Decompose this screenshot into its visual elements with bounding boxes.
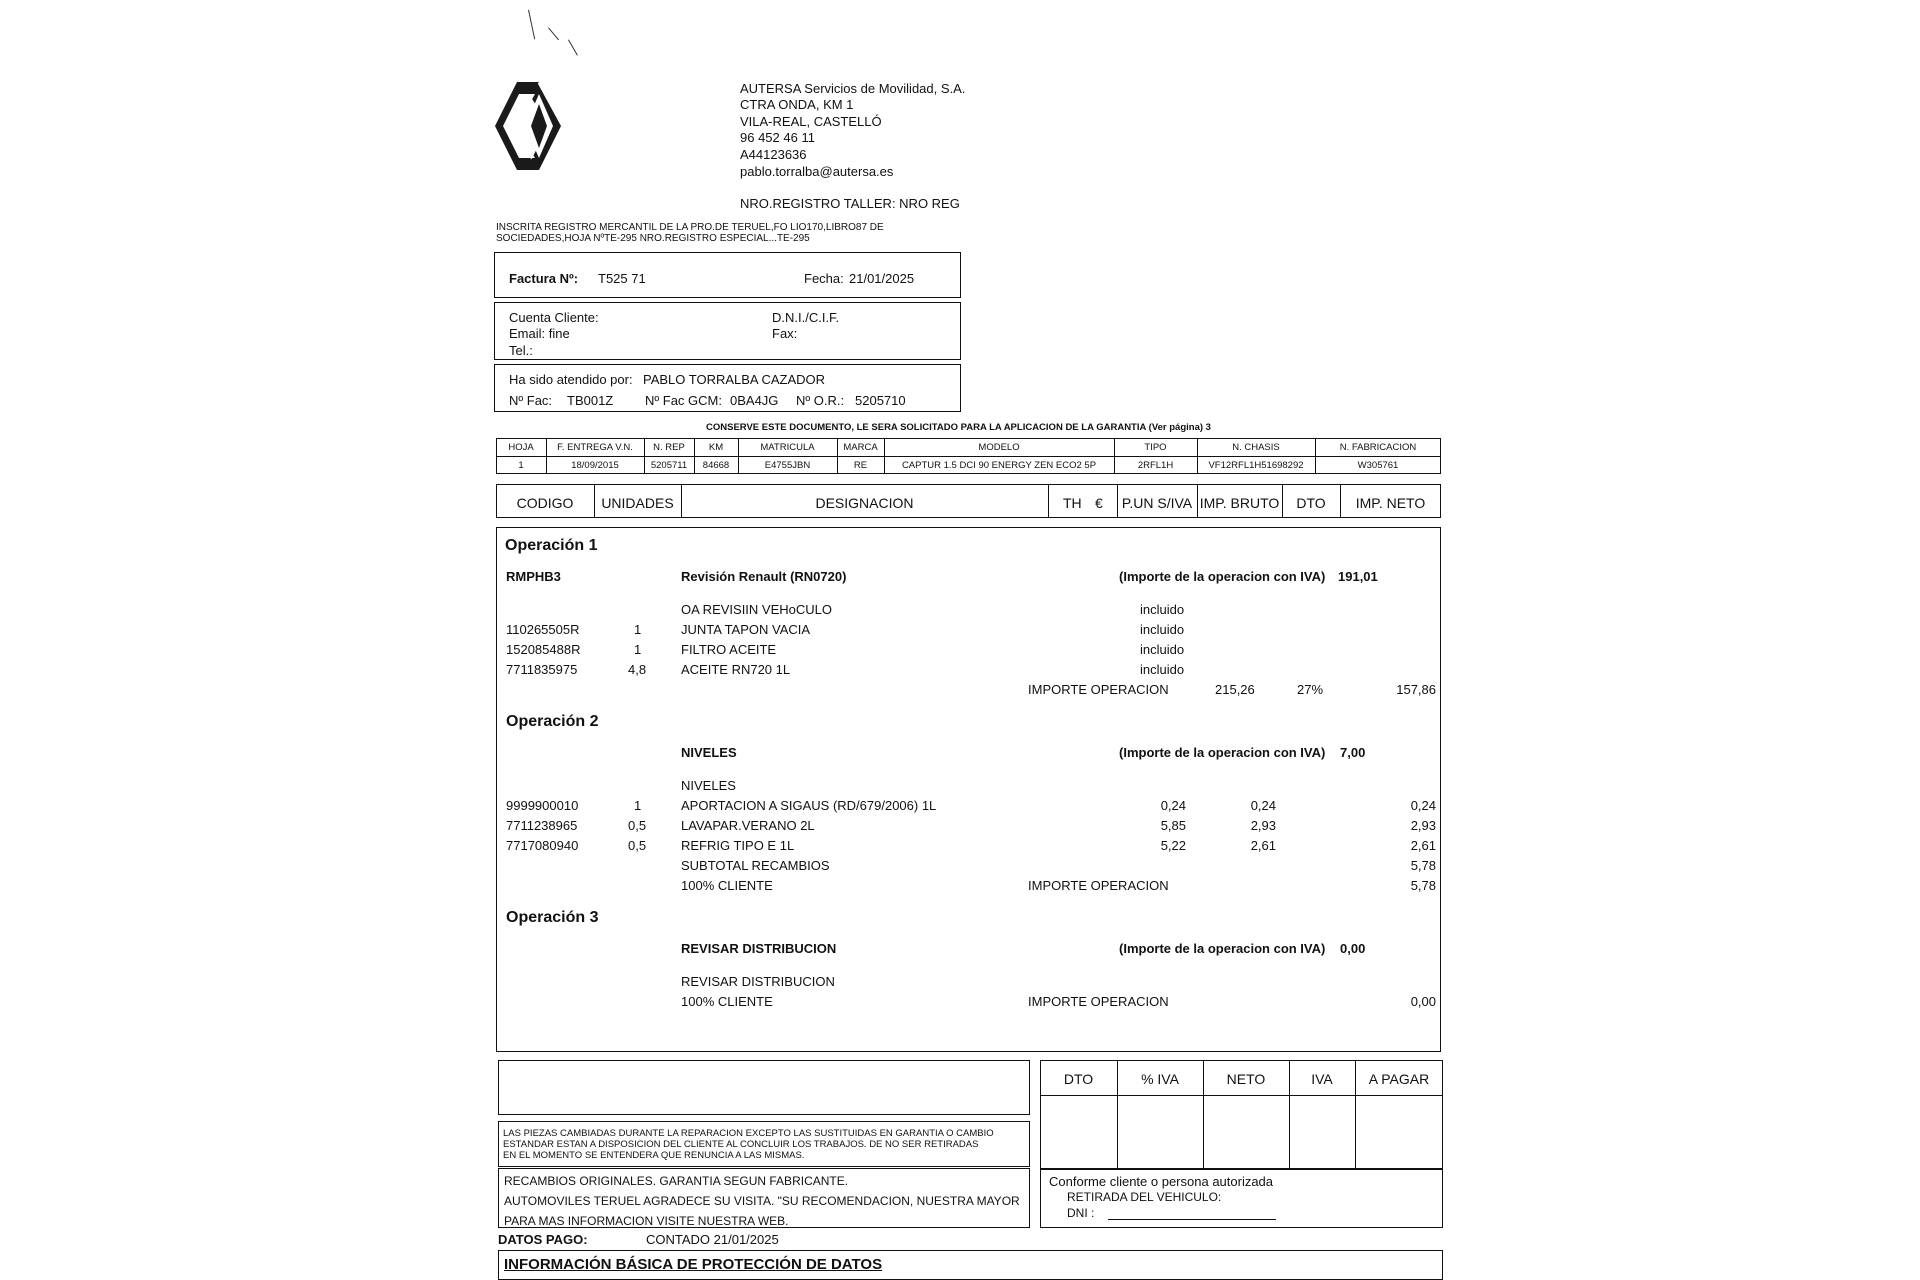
payment-value: CONTADO 21/01/2025	[646, 1232, 779, 1247]
registro-taller: NRO.REGISTRO TALLER: NRO REG	[740, 196, 960, 211]
operation-name: REVISAR DISTRIBUCION	[681, 941, 837, 956]
operation-title: Operación 2	[506, 713, 599, 730]
company-name: AUTERSA Servicios de Movilidad, S.A.	[740, 81, 966, 96]
company-cif: A44123636	[740, 147, 807, 162]
legal-line-3: EN EL MOMENTO SE ENTENDERA QUE RENUNCIA A LAS MISMAS.	[503, 1150, 805, 1161]
fax-label: Fax:	[772, 326, 798, 341]
cliente-importe-label: IMPORTE OPERACION	[1028, 994, 1169, 1009]
vehicle-header: KM	[708, 442, 724, 453]
operation-code: RMPHB3	[506, 569, 561, 584]
col-bruto: IMP. BRUTO	[1199, 495, 1280, 511]
vehicle-value: 18/09/2015	[571, 460, 619, 471]
vehicle-value: 1	[518, 460, 524, 471]
operation-title: Operación 1	[505, 537, 598, 554]
col-codigo: CODIGO	[516, 495, 574, 511]
line-code: 7711238965	[506, 818, 578, 833]
invoice-label: Factura Nº:	[509, 271, 579, 286]
operation-importe-label: (Importe de la operacion con IVA)	[1119, 745, 1326, 760]
conforme-line-3: DNI :	[1067, 1206, 1095, 1220]
notes-line-1: RECAMBIOS ORIGINALES. GARANTIA SEGUN FABRICANTE.	[504, 1174, 849, 1188]
operations-body	[496, 527, 1441, 1052]
vehicle-header: TIPO	[1144, 442, 1167, 453]
scan-mark	[548, 27, 559, 40]
line-desc: FILTRO ACEITE	[681, 642, 777, 657]
operation-importe-label: (Importe de la operacion con IVA)	[1119, 569, 1326, 584]
gcm-value: 0BA4JG	[730, 393, 779, 408]
fecha-label: Fecha:	[804, 271, 844, 286]
vehicle-header: N. CHASIS	[1232, 442, 1280, 453]
operation-name: Revisión Renault (RN0720)	[681, 569, 847, 584]
conforme-line-2: RETIRADA DEL VEHICULO:	[1067, 1190, 1222, 1204]
legal-line-1: LAS PIEZAS CAMBIADAS DURANTE LA REPARACION EXCEPTO LAS SUSTITUIDAS EN GARANTIA O CAMBIO	[503, 1128, 994, 1139]
line-code: 9999900010	[506, 798, 579, 813]
line-desc: NIVELES	[681, 778, 736, 793]
line-pun: 5,22	[1160, 838, 1186, 853]
attended-label: Ha sido atendido por:	[509, 372, 633, 387]
cliente-label: 100% CLIENTE	[681, 878, 773, 893]
dni-label: D.N.I./C.I.F.	[772, 310, 840, 325]
importe-operacion-bruto: 215,26	[1215, 682, 1255, 697]
inscrita-line-1: INSCRITA REGISTRO MERCANTIL DE LA PRO.DE TERUEL,FO LIO170,LIBRO87 DE	[496, 222, 884, 233]
line-desc: APORTACION A SIGAUS (RD/679/2006) 1L	[681, 798, 937, 813]
totals-header: NETO	[1226, 1071, 1266, 1087]
line-code: 152085488R	[506, 642, 581, 657]
line-desc: REVISAR DISTRIBUCION	[681, 974, 835, 989]
gcm-label: Nº Fac GCM:	[645, 393, 722, 408]
col-dto: DTO	[1296, 495, 1326, 511]
vehicle-header: F. ENTREGA V.N.	[557, 442, 633, 453]
totals-header: % IVA	[1141, 1071, 1179, 1087]
col-designacion: DESIGNACION	[815, 495, 914, 511]
warranty-notice: CONSERVE ESTE DOCUMENTO, LE SERA SOLICITADO PARA LA APLICACION DE LA GARANTIA (Ver página) 3	[706, 422, 1211, 433]
line-desc: LAVAPAR.VERANO 2L	[681, 818, 815, 833]
operation-importe-label: (Importe de la operacion con IVA)	[1119, 941, 1326, 956]
nfac-value: TB001Z	[567, 393, 614, 408]
line-neto: 0,24	[1410, 798, 1436, 813]
cliente-neto: 0,00	[1410, 994, 1436, 1009]
tel-label: Tel.:	[509, 343, 533, 358]
email-label: Email: fine	[509, 326, 570, 341]
line-bruto: 0,24	[1250, 798, 1276, 813]
scan-mark	[568, 40, 578, 56]
vehicle-header: MARCA	[843, 442, 878, 453]
cliente-neto: 5,78	[1410, 878, 1436, 893]
col-unidades: UNIDADES	[601, 495, 674, 511]
vehicle-value: 84668	[702, 460, 730, 471]
importe-operacion-dto: 27%	[1297, 682, 1324, 697]
line-bruto: 2,61	[1250, 838, 1276, 853]
renault-logo	[495, 80, 561, 172]
line-neto: 2,93	[1410, 818, 1436, 833]
invoice-number: T525 71	[598, 271, 646, 286]
line-units: 0,5	[628, 818, 647, 833]
line-units: 1	[634, 642, 642, 657]
importe-operacion-neto: 157,86	[1396, 682, 1436, 697]
inscrita-line-2: SOCIEDADES,HOJA NºTE-295 NRO.REGISTRO ESPECIAL...TE-295	[496, 233, 810, 244]
vehicle-value: E4755JBN	[764, 460, 811, 471]
totals-header: DTO	[1063, 1071, 1094, 1087]
dni-signature-line	[1108, 1219, 1276, 1220]
fecha-value: 21/01/2025	[849, 271, 915, 286]
vehicle-header: N. REP	[653, 442, 685, 453]
line-units: 1	[634, 798, 642, 813]
operation-title: Operación 3	[506, 909, 599, 926]
operation-importe: 191,01	[1338, 569, 1378, 584]
or-label: Nº O.R.:	[796, 393, 845, 408]
vehicle-header: N. FABRICACION	[1339, 442, 1417, 453]
data-protection-title: INFORMACIÓN BÁSICA DE PROTECCIÓN DE DATOS	[504, 1256, 883, 1273]
company-phone: 96 452 46 11	[740, 130, 815, 145]
line-units: 0,5	[628, 838, 647, 853]
cliente-label: 100% CLIENTE	[681, 994, 773, 1009]
vehicle-header: HOJA	[508, 442, 534, 453]
or-value: 5205710	[855, 393, 906, 408]
vehicle-value: CAPTUR 1.5 DCI 90 ENERGY ZEN ECO2 5P	[901, 460, 1097, 471]
operation-name: NIVELES	[681, 745, 737, 760]
col-euro: €	[1095, 495, 1103, 511]
line-desc: ACEITE RN720 1L	[681, 662, 791, 677]
company-email: pablo.torralba@autersa.es	[740, 164, 894, 179]
col-th: TH	[1063, 495, 1082, 511]
line-desc: REFRIG TIPO E 1L	[681, 838, 795, 853]
vehicle-value: VF12RFL1H51698292	[1208, 460, 1304, 471]
notes-line-3: PARA MAS INFORMACION VISITE NUESTRA WEB.	[504, 1214, 789, 1228]
line-neto: 2,61	[1410, 838, 1436, 853]
operation-importe: 0,00	[1340, 941, 1366, 956]
vehicle-value: RE	[853, 460, 868, 471]
conforme-line-1: Conforme cliente o persona autorizada	[1049, 1174, 1274, 1189]
vehicle-header: MATRICULA	[760, 442, 815, 453]
vehicle-value: 2RFL1H	[1137, 460, 1174, 471]
legal-line-2: ESTANDAR ESTAN A DISPOSICION DEL CLIENTE AL CONCLUIR LOS TRABAJOS. DE NO SER RETIRADAS	[503, 1139, 979, 1150]
importe-operacion-label: IMPORTE OPERACION	[1028, 682, 1169, 697]
line-pun: incluido	[1140, 622, 1185, 637]
subtotal-label: SUBTOTAL RECAMBIOS	[681, 858, 830, 873]
attended-name: PABLO TORRALBA CAZADOR	[643, 372, 826, 387]
subtotal-neto: 5,78	[1410, 858, 1436, 873]
company-address-2: VILA-REAL, CASTELLÓ	[740, 114, 882, 129]
vehicle-value: 5205711	[650, 460, 688, 471]
payment-label: DATOS PAGO:	[498, 1232, 588, 1247]
notes-line-2: AUTOMOVILES TERUEL AGRADECE SU VISITA. "SU RECOMENDACION, NUESTRA MAYOR	[504, 1194, 1020, 1208]
line-code: 7711835975	[506, 662, 578, 677]
cuenta-cliente-label: Cuenta Cliente:	[509, 310, 599, 325]
line-bruto: 2,93	[1250, 818, 1276, 833]
line-pun: 5,85	[1160, 818, 1186, 833]
vehicle-header: MODELO	[978, 442, 1020, 453]
line-desc: JUNTA TAPON VACIA	[681, 622, 811, 637]
line-desc: OA REVISIIN VEHoCULO	[681, 602, 832, 617]
line-pun: incluido	[1140, 602, 1185, 617]
company-address-1: CTRA ONDA, KM 1	[740, 97, 854, 112]
scan-mark	[528, 10, 535, 40]
nfac-label: Nº Fac:	[509, 393, 553, 408]
col-pun: P.UN S/IVA	[1121, 495, 1193, 511]
vehicle-value: W305761	[1357, 460, 1399, 471]
operation-importe: 7,00	[1340, 745, 1366, 760]
line-pun: incluido	[1140, 642, 1185, 657]
col-neto: IMP. NETO	[1355, 495, 1426, 511]
remarks-box	[498, 1060, 1030, 1115]
line-units: 1	[634, 622, 642, 637]
line-code: 7717080940	[506, 838, 579, 853]
line-code: 110265505R	[506, 622, 580, 637]
line-pun: 0,24	[1160, 798, 1186, 813]
totals-header: A PAGAR	[1368, 1071, 1430, 1087]
line-pun: incluido	[1140, 662, 1185, 677]
totals-header: IVA	[1311, 1071, 1333, 1087]
cliente-importe-label: IMPORTE OPERACION	[1028, 878, 1169, 893]
line-units: 4,8	[628, 662, 647, 677]
